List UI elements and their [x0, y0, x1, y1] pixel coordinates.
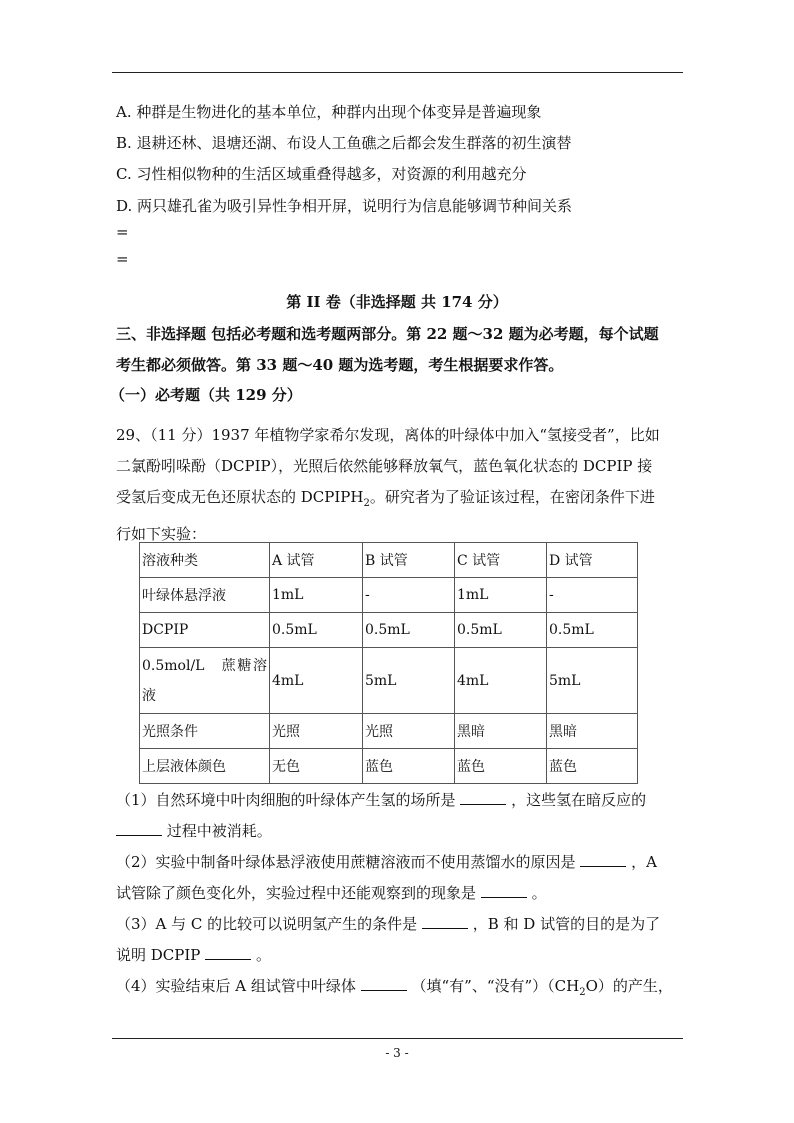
- equals-mark: =: [116, 250, 129, 268]
- question-29-text: 受氢后变成无色还原状态的 DCPIPH: [116, 488, 364, 506]
- question-29-line: 29、（11 分）1937 年植物学家希尔发现，离体的叶绿体中加入“氢接受者”，比如: [116, 426, 660, 444]
- option-c: C. 习性相似物种的生活区域重叠得越多，对资源的利用越充分: [116, 165, 527, 183]
- table-row: [140, 578, 638, 613]
- option-a: A. 种群是生物进化的基本单位，种群内出现个体变异是普遍现象: [116, 103, 542, 121]
- table-cell: -: [547, 578, 638, 613]
- sub-question-line: [116, 878, 682, 909]
- table-row: [140, 714, 638, 749]
- question-text: ，这些氢在暗反应的: [511, 791, 647, 809]
- required-questions-header: （一）必考题（共 129 分）: [110, 386, 302, 404]
- table-cell: 无色: [270, 749, 363, 784]
- table-header-cell: 溶液种类: [140, 543, 270, 578]
- section-title: 第 II 卷（非选择题 共 174 分）: [286, 293, 508, 311]
- table-row: [140, 613, 638, 648]
- table-cell: 5mL: [363, 648, 455, 714]
- question-text: 。: [255, 946, 271, 964]
- table-cell: 0.5mL: [270, 613, 363, 648]
- question-text: O）的产生，: [585, 977, 673, 995]
- table-cell: 黑暗: [547, 714, 638, 749]
- question-text: （1）自然环境中叶肉细胞的叶绿体产生氢的场所是: [116, 791, 456, 809]
- question-text: 试管除了颜色变化外，实验过程中还能观察到的现象是: [116, 884, 477, 902]
- answer-blank[interactable]: [580, 851, 626, 867]
- sub-question-line: [116, 940, 682, 971]
- subscript: 2: [579, 987, 586, 998]
- question-29-line: 行如下实验：: [116, 525, 207, 543]
- table-cell: 黑暗: [455, 714, 547, 749]
- question-29-text: 。研究者为了验证该过程，在密闭条件下进: [369, 488, 655, 506]
- table-cell: 光照: [270, 714, 363, 749]
- question-text: 说明 DCPIP: [116, 946, 201, 964]
- section-intro-line: 考生都必须做答。第 33 题～40 题为选考题，考生根据要求作答。: [116, 356, 564, 374]
- table-cell: 4mL: [270, 648, 363, 714]
- option-b: B. 退耕还林、退塘还湖、布设人工鱼礁之后都会发生群落的初生演替: [116, 134, 572, 152]
- question-text: （4）实验结束后 A 组试管中叶绿体: [116, 977, 356, 995]
- table-header-cell: C 试管: [455, 543, 547, 578]
- header-rule: [112, 72, 683, 73]
- table-cell: 5mL: [547, 648, 638, 714]
- option-d: D. 两只雄孔雀为吸引异性争相开屏，说明行为信息能够调节种间关系: [116, 197, 573, 215]
- sub-question-line: [116, 816, 682, 847]
- table-cell: 0.5mL: [547, 613, 638, 648]
- page-number: - 3 -: [385, 1046, 409, 1060]
- table-cell: 0.5mL: [363, 613, 455, 648]
- equals-mark: =: [116, 223, 129, 241]
- table-cell: 光照条件: [140, 714, 270, 749]
- question-text: ，A: [631, 853, 657, 871]
- sub-question-line: [116, 971, 682, 1008]
- table-header-row: [140, 543, 638, 578]
- answer-blank[interactable]: [205, 944, 251, 960]
- table-cell: 蓝色: [363, 749, 455, 784]
- question-text: 过程中被消耗。: [166, 822, 272, 840]
- table-cell: 蓝色: [455, 749, 547, 784]
- table-cell: DCPIP: [140, 613, 270, 648]
- question-29-stem: [116, 420, 682, 550]
- table-row: [140, 648, 638, 714]
- table-cell: 0.5mL: [455, 613, 547, 648]
- table-row: [140, 749, 638, 784]
- sub-question-line: [116, 909, 682, 940]
- table-cell: 光照: [363, 714, 455, 749]
- sub-question-line: [116, 785, 682, 816]
- table-header-cell: D 试管: [547, 543, 638, 578]
- table-cell: 0.5mol/L 蔗糖溶液: [140, 648, 270, 714]
- table-cell: 蓝色: [547, 749, 638, 784]
- footer-rule: [112, 1038, 683, 1039]
- subscript: 2: [363, 498, 370, 509]
- answer-blank[interactable]: [422, 913, 468, 929]
- answer-blank[interactable]: [460, 789, 506, 805]
- question-text: （2）实验中制备叶绿体悬浮液使用蔗糖溶液而不使用蒸馏水的原因是: [116, 853, 576, 871]
- question-text: （填“有”、“没有”）（CH: [411, 977, 580, 995]
- table-cell: -: [363, 578, 455, 613]
- table-cell: 4mL: [455, 648, 547, 714]
- answer-blank[interactable]: [481, 882, 527, 898]
- experiment-table: [139, 542, 638, 784]
- table-header-cell: A 试管: [270, 543, 363, 578]
- question-29-line: 二氯酚吲哚酚（DCPIP），光照后依然能够释放氧气，蓝色氧化状态的 DCPIP 接: [116, 457, 653, 475]
- question-text: 。: [531, 884, 547, 902]
- sub-questions: [116, 785, 682, 1008]
- table-cell: 1mL: [270, 578, 363, 613]
- table-cell: 叶绿体悬浮液: [140, 578, 270, 613]
- section-intro-line: 三、非选择题 包括必考题和选考题两部分。第 22 题～32 题为必考题，每个试题: [116, 325, 659, 343]
- question-29-line: [116, 482, 682, 519]
- sub-question-line: [116, 847, 682, 878]
- question-text: ，B 和 D 试管的目的是为了: [472, 915, 661, 933]
- question-text: （3）A 与 C 的比较可以说明氢产生的条件是: [116, 915, 418, 933]
- table-cell: 1mL: [455, 578, 547, 613]
- answer-blank[interactable]: [361, 975, 407, 991]
- table-header-cell: B 试管: [363, 543, 455, 578]
- table-cell: 上层液体颜色: [140, 749, 270, 784]
- answer-blank[interactable]: [116, 820, 162, 836]
